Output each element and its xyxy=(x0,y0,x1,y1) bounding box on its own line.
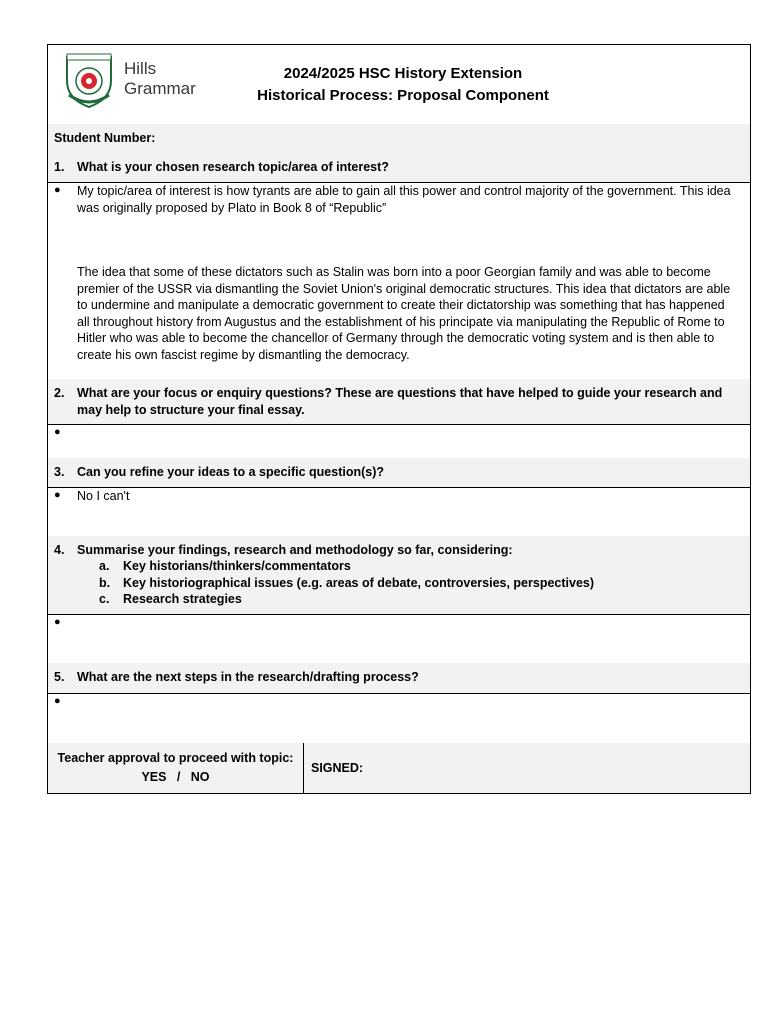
subitem-c: c. Research strategies xyxy=(99,592,242,606)
question-text: What is your chosen research topic/area of interest? xyxy=(77,160,389,174)
question-4-row xyxy=(48,536,750,615)
subitem-b: b. Key historiographical issues (e.g. areas of debate, controversies, perspectives) xyxy=(99,575,595,590)
bullet-icon: ● xyxy=(54,184,61,196)
bullet-icon: ● xyxy=(54,695,61,707)
question-number: 3. xyxy=(54,465,65,479)
question-5-row xyxy=(48,663,750,694)
bullet-icon: ● xyxy=(54,426,61,438)
form-header xyxy=(48,45,750,125)
answer-5-area[interactable] xyxy=(48,693,750,744)
answer-3-area[interactable] xyxy=(48,487,750,537)
question-number: 2. xyxy=(54,386,65,400)
question-text: Summarise your findings, research and methodology so far, considering: xyxy=(77,543,513,557)
bullet-icon: ● xyxy=(54,489,61,501)
answer-text: The idea that some of these dictators such as Stalin was born into a poor Georgian family and was able to become premier of the USSR via dismantling the Soviet Union's original democratic structures. This idea that dictators are able to undermine and manipulate a democratic government to create their dictatorship was something that has happened all throughout history from Augustus and the establishment of his principate via manipulating the Republic of Rome to Hitler who was able to become the chancellor of Germany through the democratic voting system and is then able to create his own fascist regime by dismantling the democracy. xyxy=(77,265,731,362)
teacher-approval-cell[interactable] xyxy=(48,743,304,793)
question-2-row xyxy=(48,379,750,425)
page-title: 2024/2025 HSC History Extension Historical Process: Proposal Component xyxy=(257,65,549,104)
question-text: What are the next steps in the research/drafting process? xyxy=(77,670,419,684)
question-text: What are your focus or enquiry questions? These are questions that have helped to guide your research and may help to structure your final essay. xyxy=(77,386,723,417)
yes-no-options[interactable]: YES / NO xyxy=(141,770,210,784)
student-number-row xyxy=(48,124,750,154)
answer-2-area[interactable] xyxy=(48,424,750,459)
question-number: 5. xyxy=(54,670,65,684)
approval-row xyxy=(48,743,750,793)
question-number: 1. xyxy=(54,160,65,174)
school-logo xyxy=(61,45,211,123)
question-text: Can you refine your ideas to a specific question(s)? xyxy=(77,465,385,479)
answer-1-area[interactable] xyxy=(48,182,750,380)
subitem-a: a. Key historians/thinkers/commentators xyxy=(99,559,351,573)
bullet-icon: ● xyxy=(54,616,61,628)
teacher-approval-label: Teacher approval to proceed with topic: xyxy=(57,751,294,765)
answer-text: No I can't xyxy=(77,489,130,503)
answer-4-area[interactable] xyxy=(48,614,750,664)
question-1-row xyxy=(48,153,750,183)
question-number: 4. xyxy=(54,543,65,557)
question-3-row xyxy=(48,458,750,488)
logo-wordmark: Hills Grammar xyxy=(124,59,196,98)
proposal-form xyxy=(47,44,751,794)
answer-text: My topic/area of interest is how tyrants are able to gain all this power and control majority of the government. This idea was originally proposed by Plato in Book 8 of “Republic” xyxy=(77,184,731,215)
signed-label: SIGNED: xyxy=(311,761,364,775)
student-number-label: Student Number: xyxy=(54,131,156,145)
